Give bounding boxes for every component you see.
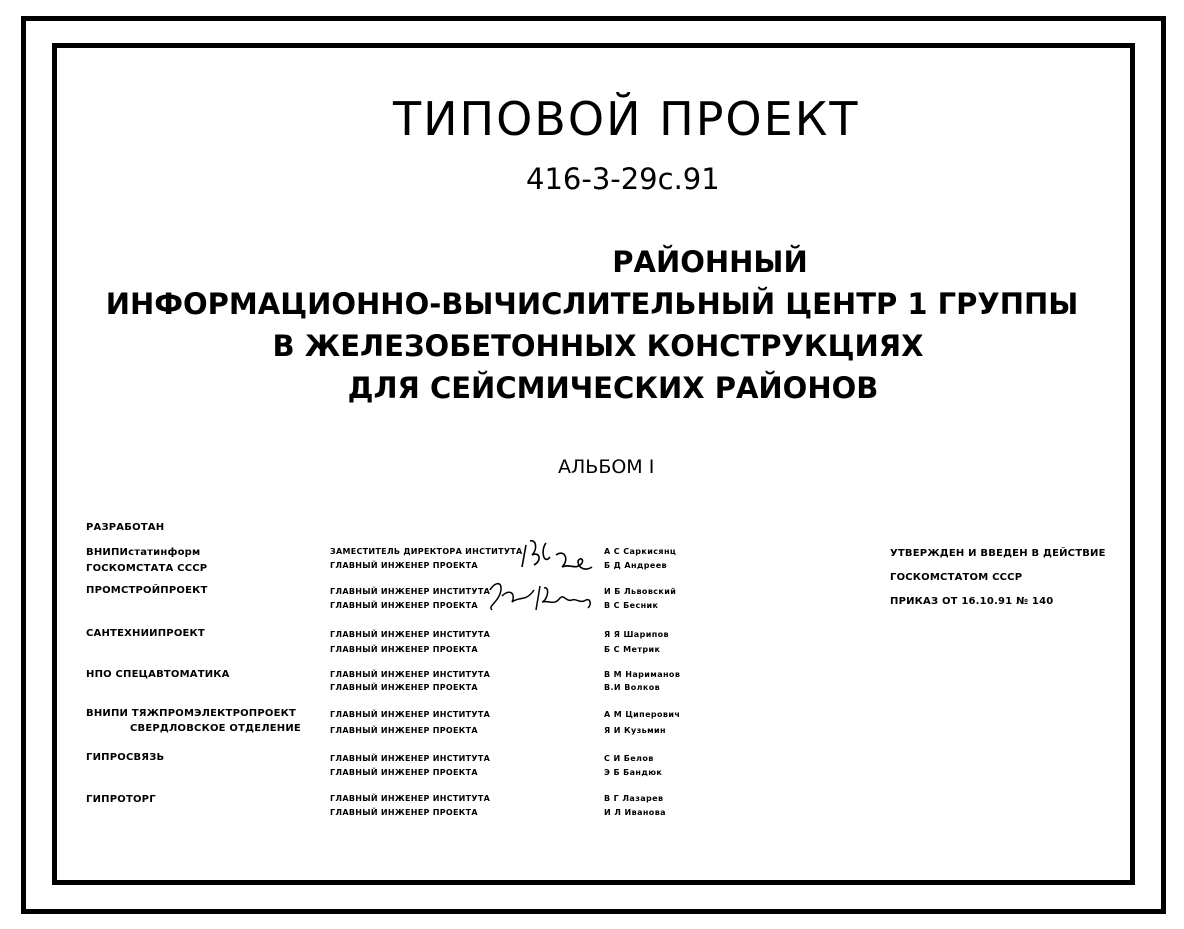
signature-1 <box>520 537 594 579</box>
developer-position: ГЛАВНЫЙ ИНЖЕНЕР ПРОЕКТА <box>330 561 478 570</box>
developer-name: В М Нариманов <box>604 670 681 679</box>
developer-name: И Б Львовский <box>604 587 677 596</box>
developer-org-line2: ГОСКОМСТАТА СССР <box>86 563 208 574</box>
developer-position: ЗАМЕСТИТЕЛЬ ДИРЕКТОРА ИНСТИТУТА <box>330 547 523 556</box>
developer-position: ГЛАВНЫЙ ИНЖЕНЕР ИНСТИТУТА <box>330 630 491 639</box>
heading-line-1: РАЙОННЫЙ <box>612 245 808 279</box>
developer-org: ВНИПИстатинформ <box>86 547 201 558</box>
developer-name: В С Бесник <box>604 601 659 610</box>
developer-org: ВНИПИ ТЯЖПРОМЭЛЕКТРОПРОЕКТ <box>86 708 297 719</box>
developer-position: ГЛАВНЫЙ ИНЖЕНЕР ИНСТИТУТА <box>330 794 491 803</box>
developer-position: ГЛАВНЫЙ ИНЖЕНЕР ПРОЕКТА <box>330 601 478 610</box>
developer-position: ГЛАВНЫЙ ИНЖЕНЕР ПРОЕКТА <box>330 726 478 735</box>
developer-position: ГЛАВНЫЙ ИНЖЕНЕР ИНСТИТУТА <box>330 670 491 679</box>
developer-name: С И Белов <box>604 754 654 763</box>
developer-org-line2: СВЕРДЛОВСКОЕ ОТДЕЛЕНИЕ <box>130 723 301 734</box>
heading-line-2: ИНФОРМАЦИОННО-ВЫЧИСЛИТЕЛЬНЫЙ ЦЕНТР 1 ГРУППЫ <box>105 287 1079 321</box>
developer-position: ГЛАВНЫЙ ИНЖЕНЕР ПРОЕКТА <box>330 683 478 692</box>
developer-name: Я И Кузьмин <box>604 726 666 735</box>
developer-name: В.И Волков <box>604 683 661 692</box>
developer-position: ГЛАВНЫЙ ИНЖЕНЕР ИНСТИТУТА <box>330 587 491 596</box>
project-code: 416-3-29с.91 <box>526 162 720 196</box>
signature-2 <box>486 576 596 616</box>
approval-line-1: УТВЕРЖДЕН И ВВЕДЕН В ДЕЙСТВИЕ <box>890 548 1106 559</box>
developer-name: Б Д Андреев <box>604 561 668 570</box>
heading-line-3: В ЖЕЛЕЗОБЕТОННЫХ КОНСТРУКЦИЯХ <box>272 329 924 363</box>
developer-org: ГИПРОТОРГ <box>86 794 156 805</box>
developer-position: ГЛАВНЫЙ ИНЖЕНЕР ИНСТИТУТА <box>330 710 491 719</box>
developer-org: САНТЕХНИИПРОЕКТ <box>86 628 205 639</box>
developer-name: А С Саркисянц <box>604 547 677 556</box>
developer-name: Б С Метрик <box>604 645 661 654</box>
approval-line-3: ПРИКАЗ ОТ 16.10.91 № 140 <box>890 596 1054 607</box>
developer-position: ГЛАВНЫЙ ИНЖЕНЕР ПРОЕКТА <box>330 768 478 777</box>
album-label: АЛЬБОМ I <box>558 456 655 478</box>
approval-line-2: ГОСКОМСТАТОМ СССР <box>890 572 1023 583</box>
developer-position: ГЛАВНЫЙ ИНЖЕНЕР ИНСТИТУТА <box>330 754 491 763</box>
heading-line-4: ДЛЯ СЕЙСМИЧЕСКИХ РАЙОНОВ <box>347 371 879 405</box>
developer-position: ГЛАВНЫЙ ИНЖЕНЕР ПРОЕКТА <box>330 645 478 654</box>
developer-org: ГИПРОСВЯЗЬ <box>86 752 165 763</box>
developer-name: А М Циперович <box>604 710 681 719</box>
developer-name: В Г Лазарев <box>604 794 664 803</box>
developer-org: ПРОМСТРОЙПРОЕКТ <box>86 585 208 596</box>
developer-name: Я Я Шарипов <box>604 630 669 639</box>
developer-position: ГЛАВНЫЙ ИНЖЕНЕР ПРОЕКТА <box>330 808 478 817</box>
document-title: ТИПОВОЙ ПРОЕКТ <box>393 92 860 146</box>
developer-org: НПО СПЕЦАВТОМАТИКА <box>86 669 230 680</box>
developer-name: Э Б Бандюк <box>604 768 663 777</box>
developer-name: И Л Иванова <box>604 808 666 817</box>
developed-label: РАЗРАБОТАН <box>86 522 165 533</box>
